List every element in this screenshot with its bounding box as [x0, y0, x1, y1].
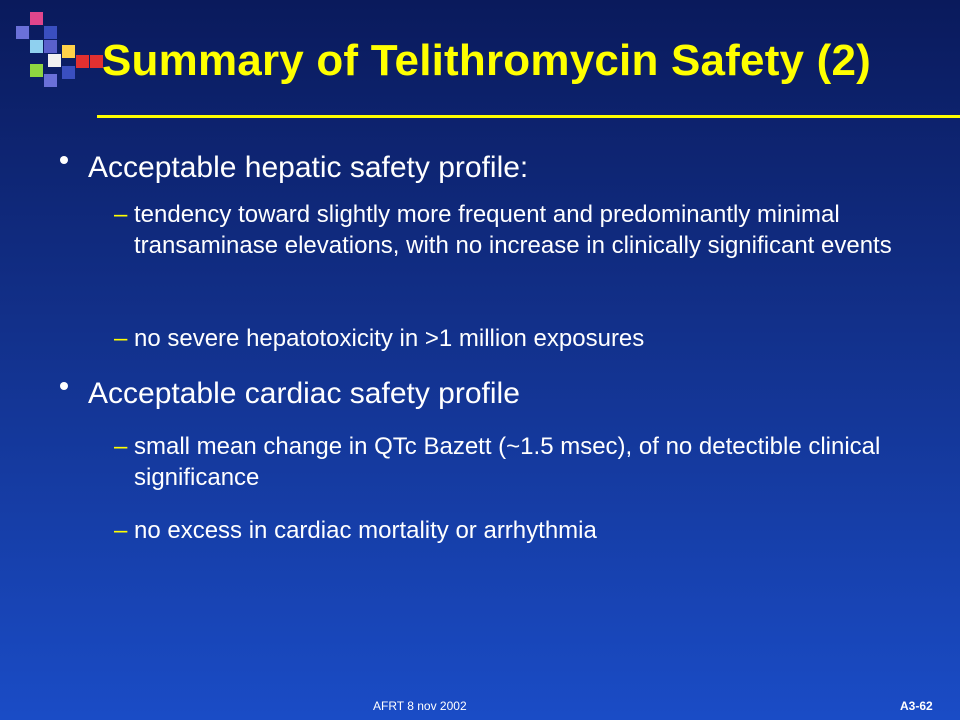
- dash-marker: –: [114, 201, 128, 228]
- bullet-text: Acceptable cardiac safety profile: [88, 377, 520, 410]
- title-underline: [97, 115, 960, 118]
- sub-bullet-text: small mean change in QTc Bazett (~1.5 msec), of no detectible clinical significance: [134, 433, 881, 491]
- bullet-text: Acceptable hepatic safety profile:: [88, 151, 529, 184]
- dash-marker: –: [114, 433, 128, 460]
- slide-title: Summary of Telithromycin Safety (2): [102, 36, 872, 85]
- sub-bullet-text: no severe hepatotoxicity in >1 million exposures: [134, 325, 645, 352]
- slide-number: A3-62: [900, 699, 933, 713]
- dash-marker: –: [114, 325, 128, 352]
- footer-date: AFRT 8 nov 2002: [373, 699, 467, 713]
- sub-bullet-text: no excess in cardiac mortality or arrhythmia: [134, 517, 597, 544]
- decorative-squares-logo-icon: [0, 0, 110, 100]
- dash-marker: –: [114, 517, 128, 544]
- bullet-dot-icon: [60, 382, 68, 390]
- sub-bullet-text: tendency toward slightly more frequent and predominantly minimal transaminase elevations, with no increase in clinically significant events: [134, 201, 892, 259]
- bullet-dot-icon: [60, 156, 68, 164]
